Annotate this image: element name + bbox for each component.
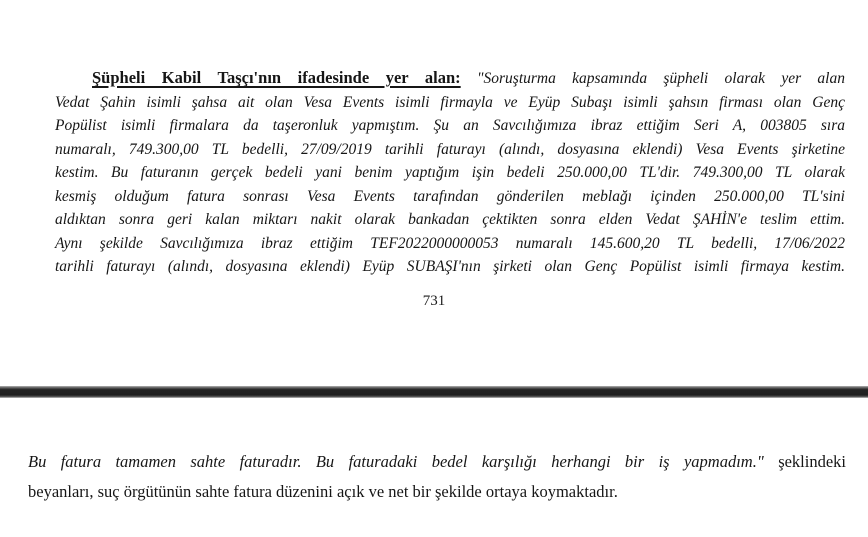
conclusion-paragraph <box>28 447 846 507</box>
statement-line: tarihli faturayı (alındı, dosyasına eklendi) Eyüp SUBAŞI'nın şirketi olan Genç Popülist isimli firmaya kestim. <box>55 258 845 275</box>
statement-quote-start: "Soruşturma kapsamında şüpheli olarak yer alan <box>477 70 845 87</box>
page-number: 731 <box>422 293 446 309</box>
conclusion-quote-end: Bu fatura tamamen sahte faturadır. Bu faturadaki bedel karşılığı herhangi bir iş yapmadım." <box>28 452 764 471</box>
statement-line: numaralı, 749.300,00 TL bedelli, 27/09/2019 tarihli faturayı (alındı, dosyasına eklendi) Vesa Events şirketine <box>55 140 845 158</box>
statement-line: kesmiş olduğum fatura sonrası Vesa Events tarafından gönderilen meblağı içinden 250.000,00 TL'sini <box>55 187 845 205</box>
statement-line <box>55 66 845 91</box>
conclusion-after-quote: şeklindeki <box>778 452 847 471</box>
statement-line: Popülist isimli firmalara da taşeronluk yapmıştım. Şu an Savcılığımıza ibraz ettiğim Seri A, 003805 sıra <box>55 117 845 134</box>
conclusion-line: beyanları, suç örgütünün sahte fatura düzenini açık ve net bir şekilde ortaya koymaktadır. <box>28 482 618 501</box>
statement-line: aldıktan sonra geri kalan miktarı nakit olarak bankadan çektikten sonra elden Vedat ŞAHİN'e teslim ettim. <box>55 211 845 228</box>
page-separator-bar <box>0 386 868 398</box>
statement-line: Vedat Şahin isimli şahsa ait olan Vesa Events isimli firmayla ve Eyüp Subaşı isimli şahsın firması olan Genç <box>55 93 845 111</box>
suspect-statement-paragraph <box>55 66 845 279</box>
statement-line: Aynı şekilde Savcılığımıza ibraz ettiğim TEF2022000000053 numaralı 145.600,20 TL bedelli, 17/06/2022 <box>55 234 845 252</box>
statement-line: kestim. Bu faturanın gerçek bedeli yani benim yaptığım işin bedeli 250.000,00 TL'dir. 749.300,00 TL olarak <box>55 164 845 181</box>
statement-heading: Şüpheli Kabil Taşçı'nın ifadesinde yer alan: <box>92 68 461 87</box>
conclusion-line <box>28 447 846 477</box>
